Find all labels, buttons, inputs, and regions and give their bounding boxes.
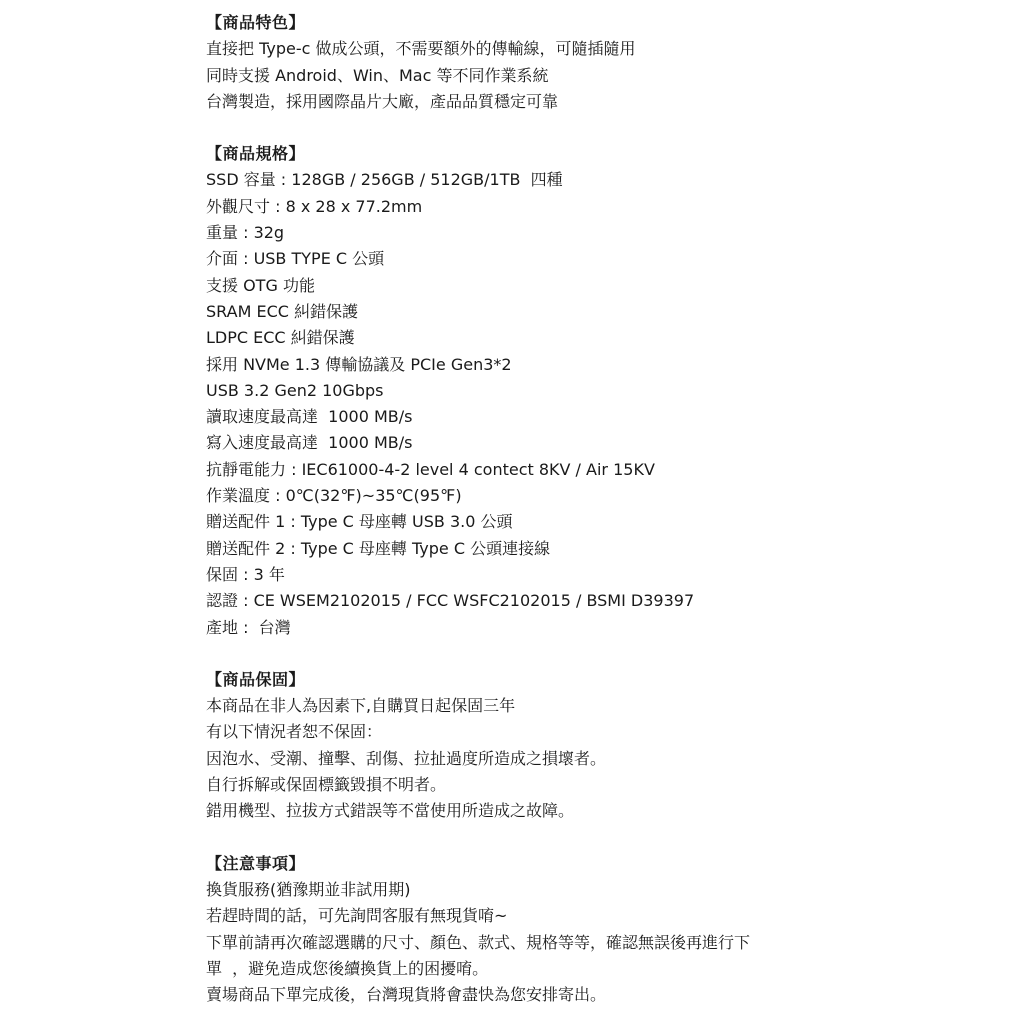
feature-line: 同時支援 Android、Win、Mac 等不同作業系統 — [206, 65, 549, 85]
product-description — [206, 10, 1006, 1008]
spec-line: USB 3.2 Gen2 10Gbps — [206, 380, 384, 400]
spec-line: 認證 : CE WSEM2102015 / FCC WSFC2102015 / BSMI D39397 — [206, 591, 695, 611]
note-line: 賣場商品下單完成後，台灣現貨將會盡快為您安排寄出。 — [206, 985, 607, 1005]
spec-line: 採用 NVMe 1.3 傳輸協議及 PCIe Gen3*2 — [206, 354, 512, 374]
spec-line: 外觀尺寸 : 8 x 28 x 77.2mm — [206, 196, 423, 216]
section-heading: 【商品規格】 — [206, 144, 306, 164]
section-heading: 【商品特色】 — [206, 13, 306, 32]
note-line: 若趕時間的話，可先詢問客服有無現貨唷~ — [206, 906, 508, 926]
feature-line: 台灣製造，採用國際晶片大廠，產品品質穩定可靠 — [206, 91, 559, 111]
spec-line: 作業溫度 : 0℃(32℉)~35℃(95℉) — [206, 486, 462, 506]
warranty-line: 因泡水、受潮、撞擊、刮傷、拉扯過度所造成之損壞者。 — [206, 748, 607, 768]
spec-line: 產地 : 台灣 — [206, 617, 291, 637]
warranty-line: 有以下情況者恕不保固： — [206, 722, 383, 742]
section-specifications — [206, 141, 1006, 641]
warranty-line: 自行拆解或保固標籤毀損不明者。 — [206, 775, 447, 795]
spec-line: 介面 : USB TYPE C 公頭 — [206, 249, 385, 269]
section-heading: 【注意事項】 — [206, 853, 306, 873]
note-line: 下單前請再次確認選購的尺寸、顏色、款式、規格等等，確認無誤後再進行下 — [206, 932, 751, 952]
warranty-line: 本商品在非人為因素下,自購買日起保固三年 — [206, 696, 516, 716]
section-features — [206, 10, 1006, 115]
feature-line: 直接把 Type-c 做成公頭，不需要額外的傳輸線，可隨插隨用 — [206, 39, 636, 59]
note-line: 換貨服務(猶豫期並非試用期) — [206, 879, 411, 899]
spec-line: 贈送配件 2 : Type C 母座轉 Type C 公頭連接線 — [206, 538, 551, 558]
spec-line: 支援 OTG 功能 — [206, 275, 315, 295]
spec-line: SSD 容量 : 128GB / 256GB / 512GB/1TB 四種 — [206, 170, 563, 190]
section-warranty — [206, 667, 1006, 825]
spec-line: SRAM ECC 糾錯保護 — [206, 301, 359, 321]
section-notes — [206, 851, 1006, 1009]
spec-line: 贈送配件 1 : Type C 母座轉 USB 3.0 公頭 — [206, 512, 513, 532]
spec-line: 重量 : 32g — [206, 223, 285, 243]
spec-line: LDPC ECC 糾錯保護 — [206, 328, 355, 348]
spec-line: 抗靜電能力 : IEC61000-4-2 level 4 contect 8KV / Air 15KV — [206, 459, 655, 479]
spec-line: 寫入速度最高達 1000 MB/s — [206, 433, 413, 453]
spec-line: 保固 : 3 年 — [206, 564, 285, 584]
warranty-line: 錯用機型、拉拔方式錯誤等不當使用所造成之故障。 — [206, 801, 575, 821]
section-heading: 【商品保固】 — [206, 669, 306, 689]
note-line: 單 ，避免造成您後續換貨上的困擾唷。 — [206, 958, 489, 978]
spec-line: 讀取速度最高達 1000 MB/s — [206, 407, 413, 427]
